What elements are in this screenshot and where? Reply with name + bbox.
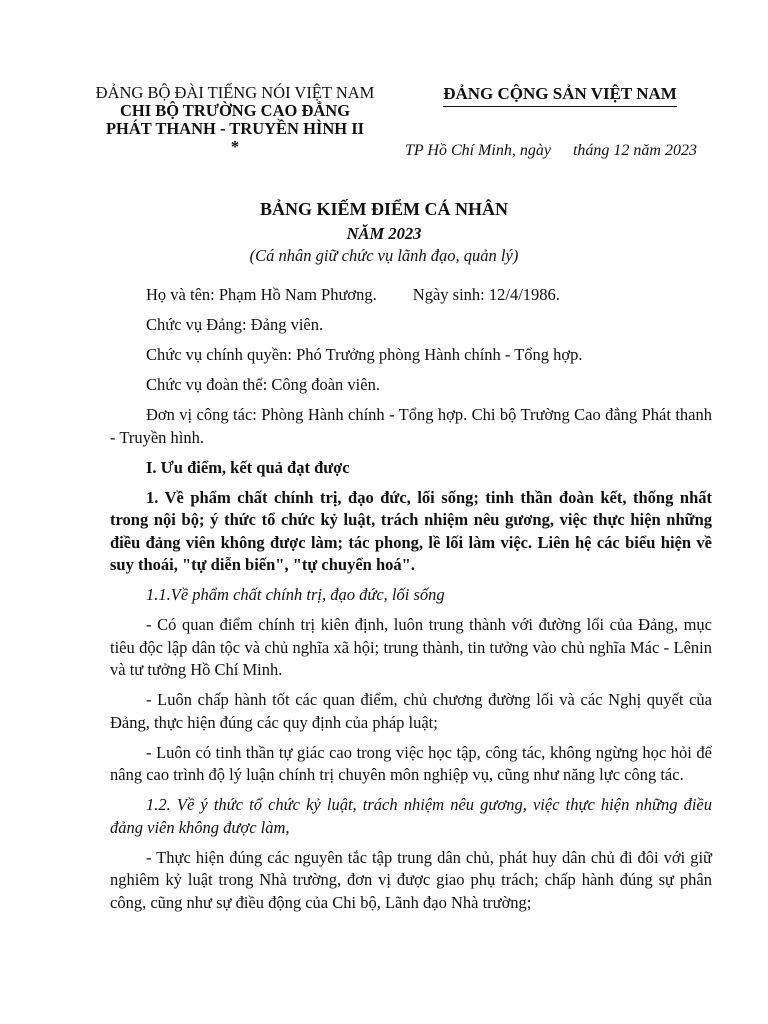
sub-1-1-item: - Có quan điểm chính trị kiên định, luôn trung thành với đường lối của Đảng, mục tiêu độc lập dân tộc và chủ nghĩa xã hội; trung thành, tin tưởng vào chủ nghĩa Mác - Lênin và tư tưởng Hồ Chí Minh.: [110, 615, 712, 679]
party-header: [400, 84, 720, 107]
party-position: Chức vụ Đảng: Đảng viên.: [146, 315, 324, 334]
org-line-3: PHÁT THANH - TRUYỀN HÌNH II: [105, 119, 365, 138]
work-unit: Đơn vị công tác: Phòng Hành chính - Tổng hợp. Chi bộ Trường Cao đẳng Phát thanh - Truyền hình.: [110, 405, 712, 447]
gov-position: Chức vụ chính quyền: Phó Trưởng phòng Hành chính - Tổng hợp.: [146, 345, 583, 364]
org-header: [70, 84, 400, 156]
sub-1-2-item: - Thực hiện đúng các nguyên tắc tập trung dân chủ, phát huy dân chủ đi đôi với giữ nghiêm kỷ luật trong Nhà trường, đơn vị được giao phụ trách; chấp hành đúng sự phân công, cũng như sự điều động của Chi bộ, Lãnh đạo Nhà trường;: [110, 847, 712, 912]
document-body: [110, 284, 712, 922]
document-title: BẢNG KIẾM ĐIỂM CÁ NHÂN: [259, 199, 508, 219]
birth-line: Ngày sinh: 12/4/1986.: [412, 285, 560, 304]
item-1-heading: 1. Về phẩm chất chính trị, đạo đức, lối sống; tinh thần đoàn kết, thống nhất trong nội bộ; ý thức tổ chức kỷ luật, trách nhiệm nêu gương, việc thực hiện những điều đảng viên không được làm; tác phong, lề lối làm việc. Liên hệ các biểu hiện về suy thoái, "tự diễn biến", "tự chuyển hoá".: [110, 487, 712, 574]
sub-1-2-heading: 1.2. Về ý thức tổ chức kỷ luật, trách nhiệm nêu gương, việc thực hiện những điều đảng viên không được làm,: [110, 795, 712, 837]
dateline: [405, 142, 697, 160]
org-line-1: ĐẢNG BỘ ĐÀI TIẾNG NÓI VIỆT NAM: [95, 83, 375, 102]
party-name: ĐẢNG CỘNG SẢN VIỆT NAM: [443, 84, 677, 107]
section-1-heading: I. Ưu điểm, kết quả đạt được: [146, 457, 350, 477]
sub-1-1-heading: 1.1.Về phẩm chất chính trị, đạo đức, lối sống: [146, 585, 445, 604]
name-line: Họ và tên: Phạm Hồ Nam Phương.: [146, 285, 377, 304]
name-birth-line: [110, 284, 712, 307]
document-year: NĂM 2023: [346, 224, 422, 243]
sub-1-1-item: - Luôn chấp hành tốt các quan điểm, chủ chương đường lối và các Nghị quyết của Đảng, thực hiện đúng các quy định của pháp luật;: [110, 690, 712, 732]
date-rest: tháng 12 năm 2023: [572, 142, 697, 159]
org-star: *: [230, 137, 240, 156]
union-position: Chức vụ đoàn thể: Công đoàn viên.: [146, 375, 380, 394]
date-place: TP Hồ Chí Minh, ngày: [405, 142, 551, 159]
sub-1-1-item: - Luôn có tinh thần tự giác cao trong việc học tập, công tác, không ngừng học hỏi để nâng cao trình độ lý luận chính trị chuyên môn nghiệp vụ, cũng như năng lực công tác.: [110, 742, 712, 784]
org-line-2: CHI BỘ TRƯỜNG CAO ĐẲNG: [119, 101, 351, 120]
document-subtitle: (Cá nhân giữ chức vụ lãnh đạo, quản lý): [249, 246, 519, 265]
